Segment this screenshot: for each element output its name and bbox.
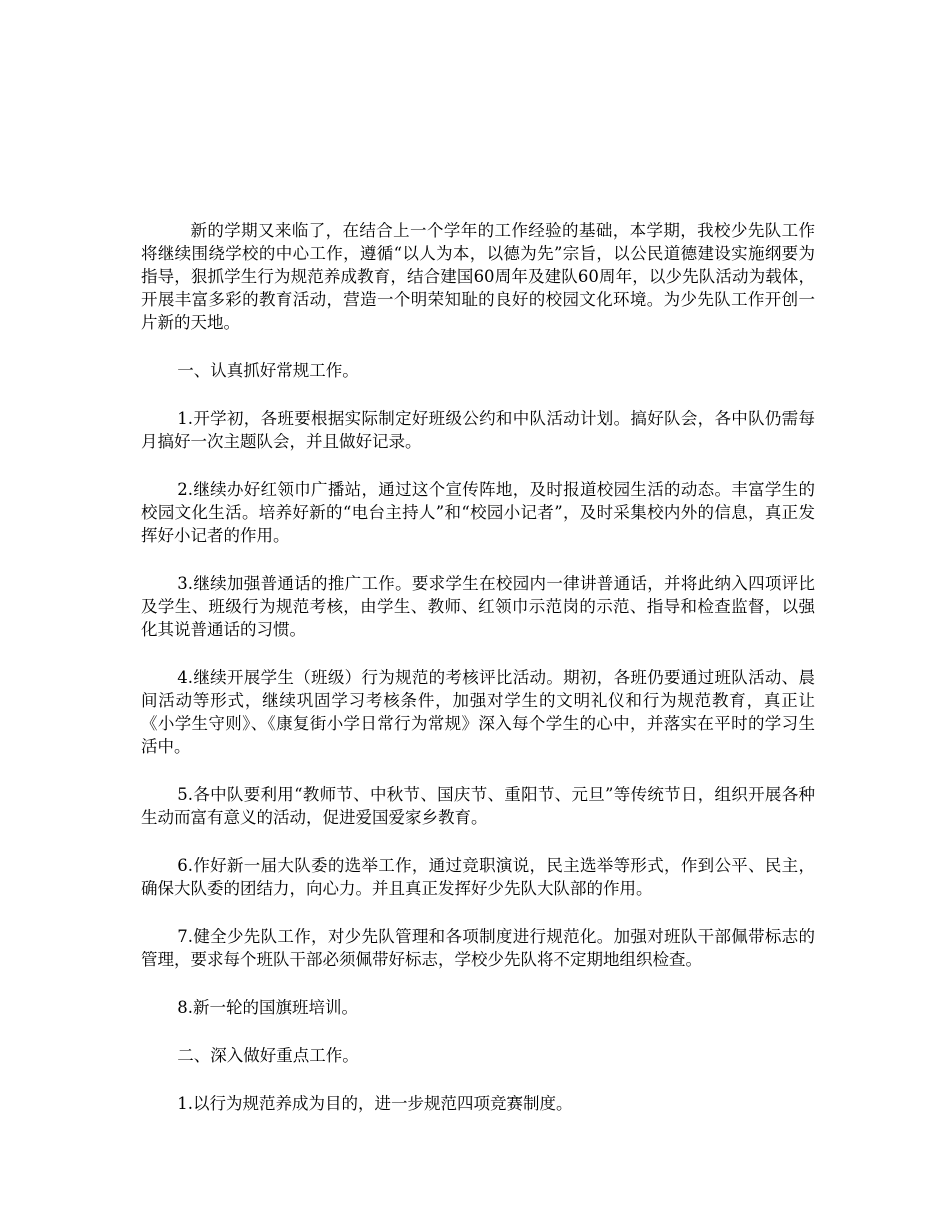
section-heading-routine-work: 一、认真抓好常规工作。 [177,361,359,380]
document-body [141,219,815,1115]
section-heading-key-work: 二、深入做好重点工作。 [177,1046,359,1065]
paragraph-item-1: 1.开学初，各班要根据实际制定好班级公约和中队活动计划。搞好队会，各中队仍需每月搞好一次主题队会，并且做好记录。 [141,409,815,451]
paragraph-item-6: 6.作好新一届大队委的选举工作，通过竞职演说，民主选举等形式，作到公平、民主，确保大队委的团结力，向心力。并且真正发挥好少先队大队部的作用。 [141,856,815,898]
paragraph-item-4: 4.继续开展学生（班级）行为规范的考核评比活动。期初，各班仍要通过班队活动、晨间活动等形式，继续巩固学习考核条件，加强对学生的文明礼仪和行为规范教育，真正让《小学生守则》、《康复街小学日常行为常规》深入每个学生的心中，并落实在平时的学习生活中。 [141,668,815,756]
paragraph-item-8: 8.新一轮的国旗班培训。 [177,998,359,1017]
intro-paragraph: 新的学期又来临了，在结合上一个学年的工作经验的基础，本学期，我校少先队工作将继续围绕学校的中心工作，遵循“以人为本，以德为先”宗旨，以公民道德建设实施纲要为指导，狠抓学生行为规范养成教育，结合建国60周年及建队60周年，以少先队活动为载体，开展丰富多彩的教育活动，营造一个明荣知耻的良好的校园文化环境。为少先队工作开创一片新的天地。 [141,221,815,332]
paragraph-key-item-1: 1.以行为规范养成为目的，进一步规范四项竞赛制度。 [177,1094,573,1113]
paragraph-item-2: 2.继续办好红领巾广播站，通过这个宣传阵地，及时报道校园生活的动态。丰富学生的校园文化生活。培养好新的“电台主持人”和“校园小记者”，及时采集校内外的信息，真正发挥好小记者的作用。 [141,480,815,545]
paragraph-item-7: 7.健全少先队工作，对少先队管理和各项制度进行规范化。加强对班队干部佩带标志的管理，要求每个班队干部必须佩带好标志，学校少先队将不定期地组织检查。 [141,927,815,969]
paragraph-item-5: 5.各中队要利用“教师节、中秋节、国庆节、重阳节、元旦”等传统节日，组织开展各种生动而富有意义的活动，促进爱国爱家乡教育。 [141,785,815,827]
paragraph-item-3: 3.继续加强普通话的推广工作。要求学生在校园内一律讲普通话，并将此纳入四项评比及学生、班级行为规范考核，由学生、教师、红领巾示范岗的示范、指导和检查监督，以强化其说普通话的习惯。 [141,574,815,639]
